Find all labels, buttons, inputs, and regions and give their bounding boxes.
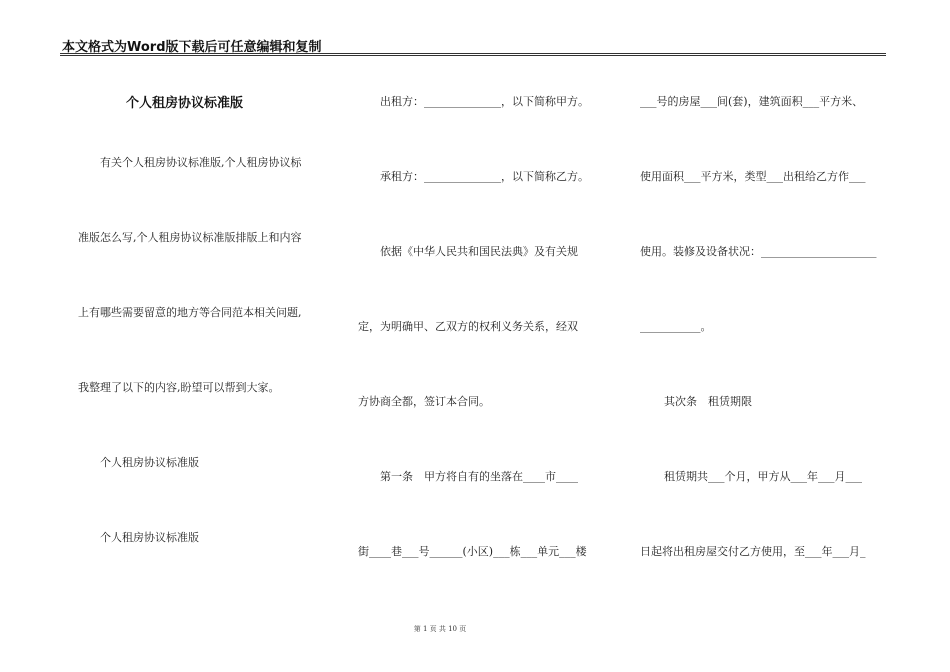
section-heading: 其次条 租赁期限 bbox=[664, 395, 752, 408]
paragraph-line: 日起将出租房屋交付乙方使用，至___年___月_ bbox=[640, 545, 866, 558]
paragraph-line: 租赁期共___个月，甲方从___年___月___ bbox=[664, 470, 862, 483]
section-heading: 个人租房协议标准版 bbox=[100, 456, 199, 469]
paragraph-line: 承租方：______________，以下简称乙方。 bbox=[380, 170, 589, 183]
paragraph-line: 准版怎么写,个人租房协议标准版排版上和内容 bbox=[78, 231, 302, 244]
document-header: 本文格式为Word版下载后可任意编辑和复制 bbox=[62, 40, 322, 55]
paragraph-line: ___________。 bbox=[640, 320, 712, 333]
paragraph-line: 使用。装修及设备状况：_____________________ bbox=[640, 245, 877, 258]
page-number: 第 1 页 共 10 页 bbox=[413, 625, 467, 633]
paragraph-line: 街____巷___号______(小区)___栋___单元___楼 bbox=[358, 545, 587, 558]
paragraph-line: 依据《中华人民共和国民法典》及有关规 bbox=[380, 245, 578, 258]
paragraph-line: ___号的房屋___间(套)，建筑面积___平方米、 bbox=[640, 95, 864, 108]
header-rule-secondary bbox=[60, 55, 886, 56]
paragraph-line: 有关个人租房协议标准版,个人租房协议标 bbox=[100, 156, 302, 169]
paragraph-line: 方协商全都，签订本合同。 bbox=[358, 395, 490, 408]
paragraph-line: 使用面积___平方米，类型___出租给乙方作___ bbox=[640, 170, 866, 183]
paragraph-line: 上有哪些需要留意的地方等合同范本相关问题, bbox=[78, 306, 302, 319]
paragraph-line: 第一条 甲方将自有的坐落在____市____ bbox=[380, 470, 578, 483]
section-heading: 个人租房协议标准版 bbox=[100, 531, 199, 544]
paragraph-line: 出租方：______________，以下简称甲方。 bbox=[380, 95, 589, 108]
paragraph-line: 我整理了以下的内容,盼望可以帮到大家。 bbox=[78, 381, 280, 394]
document-title: 个人租房协议标准版 bbox=[126, 96, 244, 111]
header-rule bbox=[60, 53, 886, 54]
paragraph-line: 定，为明确甲、乙双方的权利义务关系，经双 bbox=[358, 320, 578, 333]
